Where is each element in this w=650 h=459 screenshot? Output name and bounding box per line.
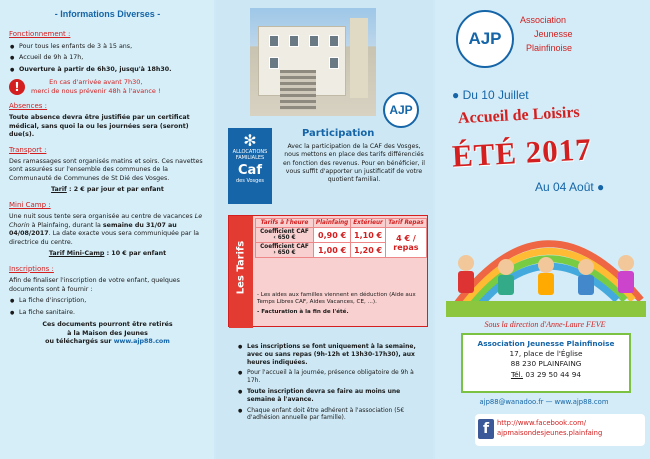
minicamp-text-part: . La date exacte vous sera communiquée par la directrice du centre. [9,230,199,246]
child-body [578,275,594,295]
table-cell: 1,10 € [351,228,386,243]
child-body [538,273,554,295]
window [269,57,279,69]
facebook-link[interactable]: ajpmaisondesjeunes.plainfaing [497,429,603,438]
inscriptions-item: ● La fiche sanitaire. [19,309,206,318]
caf-label: ALLOCATIONS FAMILIALES [232,149,268,161]
window [269,35,279,47]
minicamp-text-part: Une nuit sous tente sera organisée au centre de vacances [9,213,195,221]
address-name: Association Jeunesse Plainfinoise [477,339,615,348]
direction-text: Sous la direction d'Anne-Laure FEVE [484,320,606,329]
table-header: Plainfaing [313,219,350,228]
address-city: 88 230 PLAINFAING [510,359,582,369]
tarifs-note: - Les aides aux familles viennent en déduction (Aide aux Temps Libres CAF, Aides Vacances, CE, ...). [257,292,416,306]
tarifs-label-text: Les Tarifs [235,240,247,295]
grass [446,301,646,317]
fonctionnement-heading: Fonctionnement : [9,30,71,39]
table-header: Tarifs à l'heure [256,219,314,228]
table-cell: 1,00 € [313,243,350,258]
child-head [538,257,554,273]
contact-line[interactable]: ajp88@wanadoo.fr — www.ajp88.com [479,398,609,406]
date-end: Au 04 Août ● [535,180,605,194]
table-header: Tarif Repas [385,219,426,228]
tarif-label: Tarif Mini-Camp [48,250,105,258]
child-head [578,259,594,275]
inscription-info [237,340,427,425]
alert-block [9,78,206,96]
alert-line: merci de nous prévenir 48h à l'avance ! [31,86,161,95]
exclamation-icon: ! [9,79,25,95]
tarif-value: : 10 € par enfant [104,250,167,258]
info-item: ● Toute inscription devra se faire au moins une semaine à l'avance. [247,388,427,404]
absences-text: Toute absence devra être justifiée par un certificat médical, sans quoi la ou les journées sera (seront) due(s). [9,114,190,139]
minicamp-tarif [9,250,206,259]
transport-text: Des ramassages sont organisés matins et soirs. Ces navettes sont assurées sur l'ensemble des communes de la Communauté de Communes de St Dié des Vosges. [9,157,203,182]
association-line: Plainfinoise [526,42,573,53]
table-cell: Coefficient CAF › 650 € [256,243,314,258]
child-head [618,255,634,271]
footer-line: à la Maison des Jeunes [67,329,148,337]
fonctionnement-item: ● Ouverture à partir de 6h30, jusqu'à 18h30. [19,66,206,75]
child-head [498,259,514,275]
ajp-logo: AJP [456,10,514,68]
tarifs-box [228,215,428,327]
caf-word: Caf [238,163,262,178]
info-title: - Informations Diverses - [54,9,161,19]
inscriptions-item: ● La fiche d'inscription, [19,297,206,306]
table-cell: 0,90 € [313,228,350,243]
association-name [520,14,573,56]
caf-logo [228,128,272,204]
participation-text: Avec la participation de la CAF des Vosges, nous mettons en place des tarifs différenciés en fonction des revenus. Pour en bénéficier, il vous suffit d'apporter un justificatif de votre quotient familial. [282,143,426,184]
address-box [461,333,631,393]
association-line: Association [520,15,567,25]
transport-heading: Transport : [9,145,47,154]
window [329,35,339,47]
table-cell-repas: 4 € / repas [385,228,426,258]
stairs-shape [280,70,316,110]
date-start: ● Du 10 Juillet [452,88,529,102]
tarif-label: Tarif [51,186,67,194]
caf-snowflake-icon: ✻ [243,131,257,150]
tarifs-note: - Facturation à la fin de l'été. [257,308,349,315]
tarifs-label [229,216,253,328]
transport-tarif [9,186,206,195]
facebook-link[interactable]: http://www.facebook.com/ [497,419,587,427]
phone-label: Tél. [510,369,524,379]
accueil-title: Accueil de Loisirs [457,103,581,128]
inscriptions-footer [9,321,206,347]
fonctionnement-item: ● Pour tous les enfants de 3 à 15 ans, [19,43,206,52]
child-body [498,275,514,295]
child-head [458,255,474,271]
footer-line [9,338,206,347]
table-header-row [256,219,427,228]
address-street: 17, place de l'Église [509,349,583,359]
left-column [0,0,214,459]
participation-title: Participation [302,128,375,139]
website-link[interactable]: www.ajp88.com [113,338,170,346]
ajp-logo-small: AJP [383,92,419,128]
minicamp-text-part: à Plainfaing, durant la [29,221,103,229]
info-item: ● Pour l'accueil à la journée, présence obligatoire de 9h à 17h. [247,369,427,385]
ete-title: ÉTÉ 2017 [451,131,593,174]
date-end-text: Au 04 Août [535,180,594,194]
facebook-box[interactable] [475,414,645,446]
inscriptions-text: Afin de finaliser l'inscription de votre enfant, quelques documents sont à fournir : [9,277,180,293]
window [289,35,299,47]
tarifs-notes [257,292,425,316]
building-photo [250,8,376,116]
info-item: ● Les inscriptions se font uniquement à la semaine, avec ou sans repas (9h-12h et 13h30-17h30), aux heures indiquées. [247,343,427,366]
alert-line: En cas d'arrivée avant 7h30, [49,78,143,87]
child-body [458,271,474,293]
tarifs-table [255,218,427,258]
caf-sub: des Vosges [236,178,264,184]
child-body [618,271,634,293]
info-item: ● Chaque enfant doit être adhérent à l'association (5€ d'adhésion annuelle par famille). [247,407,427,423]
alert-text [31,78,161,96]
footer-line: Ces documents pourront être retirés [42,321,173,329]
absences-heading: Absences : [9,101,48,110]
table-cell: 1,20 € [351,243,386,258]
inscriptions-heading: Inscriptions : [9,264,54,273]
window [309,35,319,47]
window [329,57,339,69]
association-line: Jeunesse [534,28,573,39]
facebook-icon: f [478,419,494,439]
children-illustration [446,205,646,317]
table-row [256,228,427,243]
minicamp-heading: Mini Camp : [9,200,51,209]
minicamp-place: Le Chorin [9,213,203,229]
tarif-value: : 2 € par jour et par enfant [66,186,164,194]
fonctionnement-item: ● Accueil de 9h à 17h, [19,54,206,63]
footer-text: ou téléchargés sur [45,338,114,346]
minicamp-text [9,213,206,247]
address-phone [463,370,629,380]
table-cell: Coefficient CAF ‹ 650 € [256,228,314,243]
phone-number: 03 29 50 44 94 [523,369,582,379]
church-tower-shape [350,18,368,98]
table-header: Extérieur [351,219,386,228]
date-start-text: Du 10 Juillet [462,88,529,102]
minicamp-week: semaine du 31/07 au 04/08/2017 [9,221,177,238]
